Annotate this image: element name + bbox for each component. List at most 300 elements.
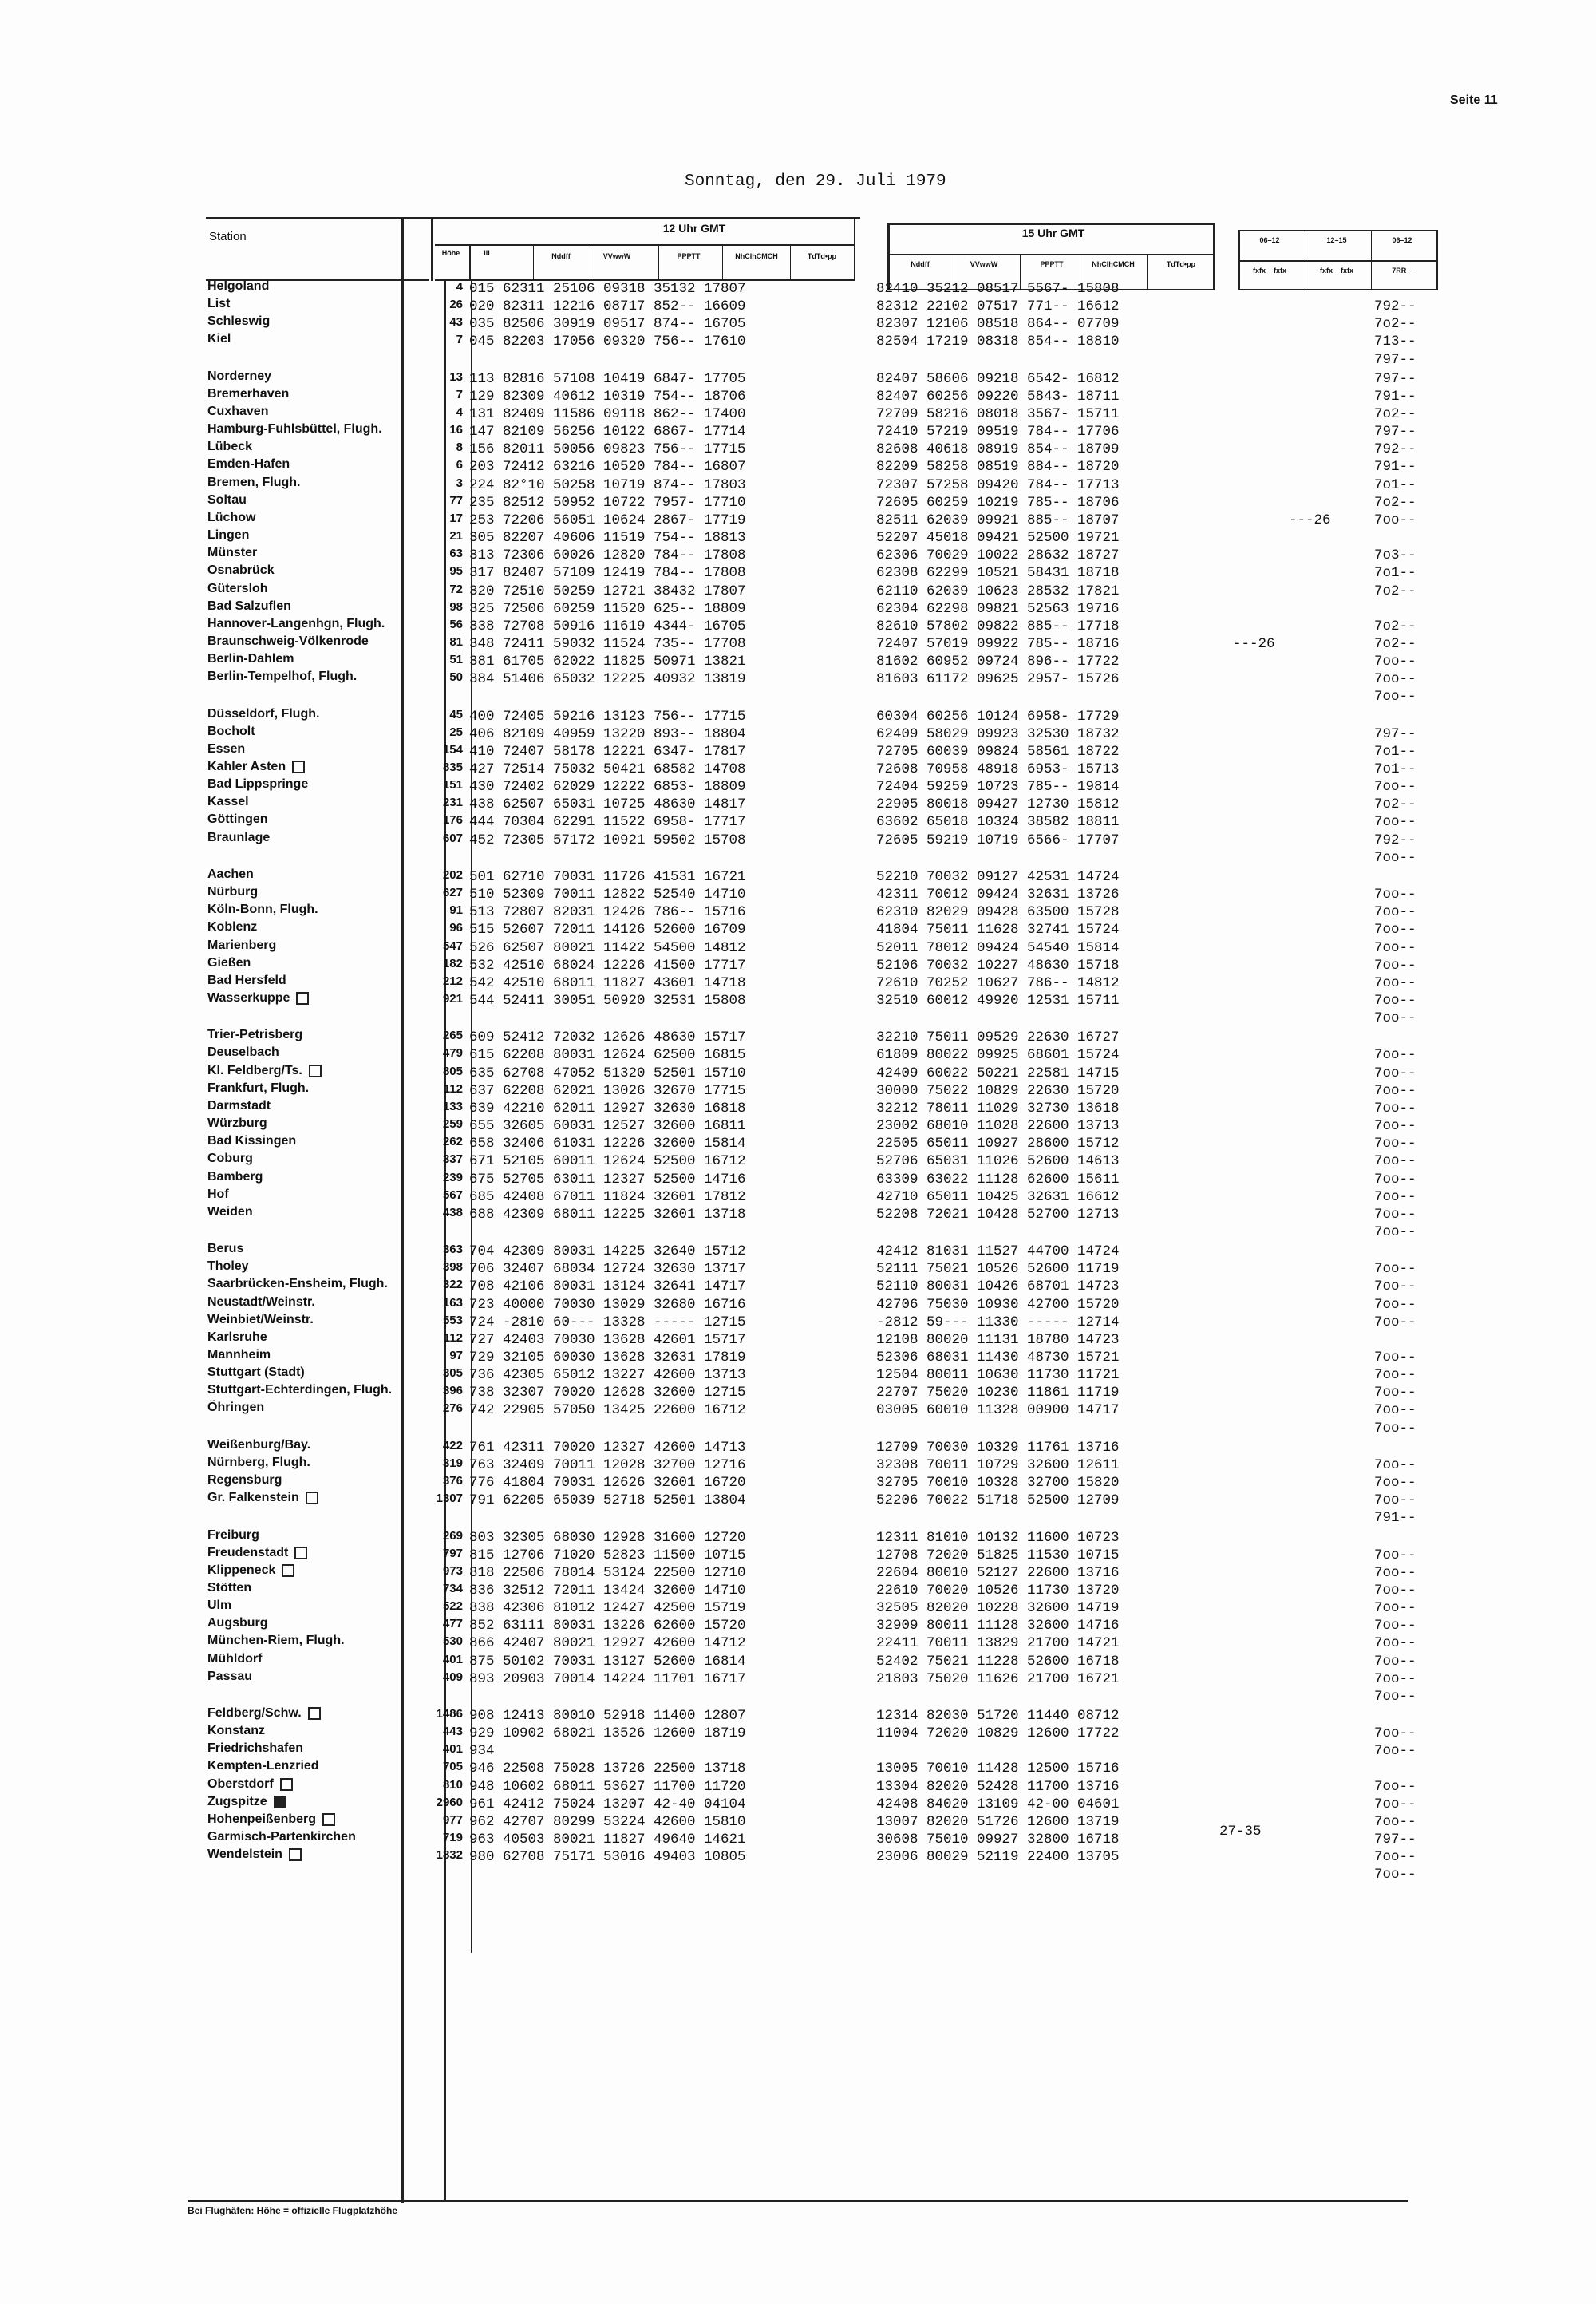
filled-square-icon: [274, 1796, 286, 1808]
station-hoehe: 97: [449, 1349, 463, 1362]
station-name: Berlin-Tempelhof, Flugh.: [207, 670, 358, 683]
station-hoehe: 43: [449, 315, 463, 329]
obs-precip: 7oo--: [1374, 958, 1416, 974]
station-hoehe: 477: [442, 1617, 463, 1630]
obs-12-uhr: 738 32307 70020 12628 32600 12715: [469, 1385, 746, 1401]
obs-15-uhr: 62110 62039 10623 28532 17821: [876, 583, 1120, 599]
header-12-col-2: VVwwW: [602, 252, 631, 260]
obs-15-uhr: 13005 70010 11428 12500 15716: [876, 1761, 1120, 1776]
obs-15-uhr: 03005 60010 11328 00900 14717: [876, 1402, 1120, 1418]
obs-15-uhr: 32308 70011 10729 32600 12611: [876, 1457, 1120, 1473]
obs-12-uhr: 866 42407 80021 12927 42600 14712: [469, 1635, 746, 1651]
obs-precip: 7oo--: [1374, 904, 1416, 920]
station-name: Friedrichshafen: [207, 1741, 304, 1755]
obs-precip: 792--: [1374, 832, 1416, 848]
obs-precip: 797--: [1374, 726, 1416, 742]
station-hoehe: 4: [456, 280, 463, 294]
obs-precip: 7oo--: [1374, 1743, 1416, 1759]
obs-precip: 7oo--: [1374, 1547, 1416, 1563]
station-name: Zugspitze: [207, 1795, 286, 1809]
station-name: Osnabrück: [207, 563, 275, 577]
obs-15-uhr: 72705 60039 09824 58561 18722: [876, 744, 1120, 760]
footnote: Bei Flughäfen: Höhe = offizielle Flugplatzhöhe: [188, 2205, 398, 2216]
station-name: Kassel: [207, 795, 249, 808]
obs-15-uhr: 63602 65018 10324 38582 18811: [876, 814, 1120, 830]
col-line-12-a: [533, 244, 534, 281]
obs-12-uhr: 815 12706 71020 52823 11500 10715: [469, 1547, 746, 1563]
empty-square-icon: [309, 1065, 322, 1077]
obs-12-uhr: 671 52105 60011 12624 52500 16712: [469, 1153, 746, 1169]
station-name: Koblenz: [207, 920, 258, 934]
obs-15-uhr: -2812 59--- 11330 ----- 12714: [876, 1314, 1120, 1330]
obs-15-uhr: 60304 60256 10124 6958- 17729: [876, 709, 1120, 725]
station-name: Kl. Feldberg/Ts.: [207, 1064, 322, 1078]
obs-precip: 797--: [1374, 371, 1416, 387]
obs-15-uhr: 72709 58216 08018 3567- 15711: [876, 406, 1120, 422]
station-hoehe: 265: [442, 1029, 463, 1042]
obs-12-uhr: 708 42106 80031 13124 32641 14717: [469, 1278, 746, 1294]
obs-precip: 7oo--: [1374, 850, 1416, 866]
empty-square-icon: [308, 1707, 321, 1720]
station-name: Cuxhaven: [207, 405, 269, 418]
obs-precip: 7oo--: [1374, 779, 1416, 795]
col-line-iii: [469, 244, 471, 281]
obs-12-uhr: 639 42210 62011 12927 32630 16818: [469, 1101, 746, 1116]
obs-precip: 713--: [1374, 334, 1416, 350]
station-hoehe: 398: [442, 1260, 463, 1274]
obs-precip: 7oo--: [1374, 993, 1416, 1009]
obs-12-uhr: 609 52412 72032 12626 48630 15717: [469, 1029, 746, 1045]
obs-precip: 7oo--: [1374, 922, 1416, 938]
station-hoehe: 8: [456, 441, 463, 454]
station-hoehe: 1307: [436, 1492, 463, 1505]
obs-12-uhr: 510 52309 70011 12822 52540 14710: [469, 887, 746, 903]
obs-15-uhr: 52110 80031 10426 68701 14723: [876, 1278, 1120, 1294]
obs-15-uhr: 72307 57258 09420 784-- 17713: [876, 477, 1120, 493]
col-line-hoehe: [431, 217, 433, 281]
station-hoehe: 50: [449, 670, 463, 684]
obs-12-uhr: 724 -2810 60--- 13328 ----- 12715: [469, 1314, 746, 1330]
obs-12-uhr: 325 72506 60259 11520 625-- 18809: [469, 601, 746, 617]
station-name: Hamburg-Fuhlsbüttel, Flugh.: [207, 422, 382, 436]
station-hoehe: 95: [449, 564, 463, 578]
obs-15-uhr: 72410 57219 09519 784-- 17706: [876, 424, 1120, 440]
station-hoehe: 396: [442, 1384, 463, 1397]
station-name: Konstanz: [207, 1724, 265, 1737]
station-hoehe: 1486: [436, 1707, 463, 1721]
obs-precip: 7oo--: [1374, 1814, 1416, 1830]
station-hoehe: 63: [449, 547, 463, 560]
obs-12-uhr: 685 42408 67011 11824 32601 17812: [469, 1189, 746, 1205]
obs-precip: 7oo--: [1374, 1065, 1416, 1081]
obs-12-uhr: 015 62311 25106 09318 35132 17807: [469, 281, 746, 297]
obs-12-uhr: 313 72306 60026 12820 784-- 17808: [469, 547, 746, 563]
obs-12-uhr: 980 62708 75171 53016 49403 10805: [469, 1849, 746, 1865]
obs-12-uhr: 776 41804 70031 12626 32601 16720: [469, 1475, 746, 1491]
station-name: Freudenstadt: [207, 1546, 307, 1560]
obs-15-uhr: 82511 62039 09921 885-- 18707: [876, 512, 1120, 528]
obs-15-uhr: 81603 61172 09625 2957- 15726: [876, 671, 1120, 687]
obs-12-uhr: 655 32605 60031 12527 32600 16811: [469, 1118, 746, 1134]
station-hoehe: 305: [442, 1366, 463, 1380]
obs-12-uhr: 224 82°10 50258 10719 874-- 17803: [469, 477, 746, 493]
obs-12-uhr: 338 72708 50916 11619 4344- 16705: [469, 618, 746, 634]
obs-precip: 792--: [1374, 441, 1416, 457]
station-name: Deuselbach: [207, 1045, 279, 1059]
obs-precip: 7o2--: [1374, 796, 1416, 812]
obs-precip: 7oo--: [1374, 1565, 1416, 1581]
date-line: Sonntag, den 29. Juli 1979: [685, 172, 946, 191]
station-hoehe: 231: [442, 796, 463, 809]
obs-12-uhr: 615 62208 80031 12624 62500 16815: [469, 1047, 746, 1063]
obs-15-uhr: 52210 70032 09127 42531 14724: [876, 869, 1120, 885]
empty-square-icon: [306, 1492, 318, 1504]
header-15-col-4: NhClhCMCH: [1092, 260, 1135, 268]
empty-square-icon: [282, 1564, 294, 1577]
obs-12-uhr: 727 42403 70030 13628 42601 15717: [469, 1332, 746, 1348]
station-hoehe: 21: [449, 529, 463, 543]
obs-15-uhr: 52207 45018 09421 52500 19721: [876, 530, 1120, 546]
obs-12-uhr: 129 82309 40612 10319 754-- 18706: [469, 389, 746, 405]
obs-precip: 7oo--: [1374, 1083, 1416, 1099]
station-name: Coburg: [207, 1152, 253, 1165]
obs-12-uhr: 929 10902 68021 13526 12600 18719: [469, 1725, 746, 1741]
obs-precip: 7oo--: [1374, 1224, 1416, 1240]
station-hoehe: 112: [443, 1082, 463, 1096]
obs-15-uhr: 23006 80029 52119 22400 13705: [876, 1849, 1120, 1865]
obs-precip: 7o2--: [1374, 316, 1416, 332]
station-hoehe: 6: [456, 458, 463, 472]
obs-precip: 7oo--: [1374, 1153, 1416, 1169]
obs-precip: 7oo--: [1374, 1849, 1416, 1865]
empty-square-icon: [289, 1848, 302, 1861]
obs-15-uhr: 63309 63022 11128 62600 15611: [876, 1172, 1120, 1188]
header-extra-1: 06–12: [1259, 236, 1280, 244]
station-name: Neustadt/Weinstr.: [207, 1295, 315, 1309]
obs-precip: 7oo--: [1374, 814, 1416, 830]
empty-square-icon: [280, 1778, 293, 1791]
obs-12-uhr: 637 62208 62021 13026 32670 17715: [469, 1083, 746, 1099]
obs-15-uhr: 72610 70252 10627 786-- 14812: [876, 975, 1120, 991]
station-hoehe: 51: [449, 653, 463, 666]
station-name: Augsburg: [207, 1616, 268, 1630]
station-hoehe: 45: [449, 708, 463, 721]
obs-precip: 7oo--: [1374, 1189, 1416, 1205]
obs-precip: 7oo--: [1374, 1136, 1416, 1152]
station-hoehe: 25: [449, 725, 463, 739]
obs-precip: 7o2--: [1374, 618, 1416, 634]
obs-precip: 7oo--: [1374, 1457, 1416, 1473]
station-hoehe: 98: [449, 600, 463, 614]
obs-15-uhr: 82209 58258 08519 884-- 18720: [876, 459, 1120, 475]
station-name: Weißenburg/Bay.: [207, 1438, 311, 1452]
obs-15-uhr: 42409 60022 50221 22581 14715: [876, 1065, 1120, 1081]
station-hoehe: 438: [442, 1206, 463, 1219]
header-extra-sub-3: 7RR –: [1392, 267, 1412, 275]
obs-15-uhr: 12108 80020 11131 18780 14723: [876, 1332, 1120, 1348]
header-extra-sub-2: fxfx – fxfx: [1319, 267, 1354, 275]
station-name: Norderney: [207, 370, 272, 383]
rule-top: [206, 217, 860, 219]
station-hoehe: 607: [442, 832, 463, 845]
obs-15-uhr: 32210 75011 09529 22630 16727: [876, 1029, 1120, 1045]
obs-15-uhr: 62306 70029 10022 28632 18727: [876, 547, 1120, 563]
obs-15-uhr: 22707 75020 10230 11861 11719: [876, 1385, 1120, 1401]
obs-12-uhr: 020 82311 12216 08717 852-- 16609: [469, 298, 746, 314]
obs-12-uhr: 532 42510 68024 12226 41500 17717: [469, 958, 746, 974]
station-hoehe: 401: [442, 1653, 463, 1666]
station-hoehe: 547: [442, 939, 463, 953]
header-12-col-5: TdTd•pp: [807, 252, 837, 260]
obs-15-uhr: 72608 70958 48918 6953- 15713: [876, 761, 1120, 777]
obs-precip: 7o1--: [1374, 477, 1416, 493]
obs-12-uhr: 962 42707 80299 53224 42600 15810: [469, 1814, 746, 1830]
obs-precip: 7oo--: [1374, 1779, 1416, 1795]
obs-precip: 7oo--: [1374, 1583, 1416, 1599]
obs-precip: 791--: [1374, 1510, 1416, 1526]
obs-12-uhr: 946 22508 75028 13726 22500 13718: [469, 1761, 746, 1776]
station-hoehe: 91: [449, 903, 463, 917]
station-name: Mannheim: [207, 1348, 271, 1361]
obs-15-uhr: 12311 81010 10132 11600 10723: [876, 1530, 1120, 1546]
col-line-station: [401, 217, 404, 2203]
obs-15-uhr: 12314 82030 51720 11440 08712: [876, 1708, 1120, 1724]
obs-precip: 7oo--: [1374, 1796, 1416, 1812]
station-name: Berus: [207, 1242, 244, 1255]
header-12-col-3: PPPTT: [677, 252, 701, 260]
obs-15-uhr: 62409 58029 09923 32530 18732: [876, 726, 1120, 742]
obs-precip: 7oo--: [1374, 1047, 1416, 1063]
empty-square-icon: [294, 1547, 307, 1559]
obs-precip: 7oo--: [1374, 1118, 1416, 1134]
obs-precip: 7o1--: [1374, 565, 1416, 581]
station-hoehe: 151: [442, 778, 463, 792]
obs-precip: 7o1--: [1374, 761, 1416, 777]
obs-15-uhr: 72404 59259 10723 785-- 19814: [876, 779, 1120, 795]
station-hoehe: 176: [442, 813, 463, 827]
obs-precip: 7oo--: [1374, 1725, 1416, 1741]
obs-15-uhr: 82504 17219 08318 854-- 18810: [876, 334, 1120, 350]
station-name: Kempten-Lenzried: [207, 1759, 319, 1772]
obs-12-uhr: 348 72411 59032 11524 735-- 17708: [469, 636, 746, 652]
obs-12-uhr: 147 82109 56256 10122 6867- 17714: [469, 424, 746, 440]
header-15-col-1: Nddff: [911, 260, 930, 268]
station-name: Weiden: [207, 1205, 253, 1219]
station-hoehe: 810: [442, 1778, 463, 1792]
station-hoehe: 553: [442, 1314, 463, 1327]
obs-15-uhr: 72605 60259 10219 785-- 18706: [876, 495, 1120, 511]
empty-square-icon: [292, 761, 305, 773]
rule-15-mid: [887, 254, 1215, 255]
station-name: Öhringen: [207, 1401, 265, 1414]
obs-precip: 7oo--: [1374, 1600, 1416, 1616]
header-15-col-2: VVwwW: [970, 260, 998, 268]
obs-precip: 7o3--: [1374, 547, 1416, 563]
obs-15-uhr: 12708 72020 51825 11530 10715: [876, 1547, 1120, 1563]
station-name: Bad Salzuflen: [207, 599, 291, 613]
station-hoehe: 2960: [436, 1796, 463, 1809]
obs-15-uhr: 72407 57019 09922 785-- 18716: [876, 636, 1120, 652]
obs-12-uhr: 961 42412 75024 13207 42-40 04104: [469, 1796, 746, 1812]
col-line-15-end: [1213, 223, 1215, 290]
obs-gust-12-15: ---26: [1289, 512, 1331, 528]
rule-extra-bottom: [1238, 289, 1438, 290]
rule-15-top: [887, 223, 1215, 225]
obs-precip: 791--: [1374, 389, 1416, 405]
station-hoehe: 77: [449, 494, 463, 508]
header-12-uhr: 12 Uhr GMT: [662, 222, 726, 235]
rule-footer: [188, 2200, 1408, 2202]
station-hoehe: 112: [443, 1331, 463, 1345]
obs-15-uhr: 42408 84020 13109 42-00 04601: [876, 1796, 1120, 1812]
obs-15-uhr: 42311 70012 09424 32631 13726: [876, 887, 1120, 903]
station-name: Trier-Petrisberg: [207, 1028, 303, 1041]
obs-12-uhr: 658 32406 61031 12226 32600 15814: [469, 1136, 746, 1152]
obs-15-uhr: 22610 70020 10526 11730 13720: [876, 1583, 1120, 1599]
station-hoehe: 401: [442, 1742, 463, 1756]
station-name: Garmisch-Partenkirchen: [207, 1830, 356, 1844]
header-extra-3: 06–12: [1392, 236, 1412, 244]
station-name: Gießen: [207, 956, 251, 970]
obs-12-uhr: 675 52705 63011 12327 52500 14716: [469, 1172, 746, 1188]
station-name: Köln-Bonn, Flugh.: [207, 903, 318, 916]
obs-15-uhr: 82610 57802 09822 885-- 17718: [876, 618, 1120, 634]
station-name: Göttingen: [207, 812, 268, 826]
station-name: Lübeck: [207, 440, 253, 453]
obs-15-uhr: 32505 82020 10228 32600 14719: [876, 1600, 1120, 1616]
obs-15-uhr: 30000 75022 10829 22630 15720: [876, 1083, 1120, 1099]
station-hoehe: 259: [442, 1117, 463, 1131]
station-name: Feldberg/Schw.: [207, 1706, 321, 1721]
obs-15-uhr: 21803 75020 11626 21700 16721: [876, 1671, 1120, 1687]
obs-15-uhr: 52106 70032 10227 48630 15718: [876, 958, 1120, 974]
obs-12-uhr: 934: [469, 1743, 495, 1759]
obs-precip: 7oo--: [1374, 1207, 1416, 1223]
obs-12-uhr: 501 62710 70031 11726 41531 16721: [469, 869, 746, 885]
obs-12-uhr: 948 10602 68011 53627 11700 11720: [469, 1779, 746, 1795]
station-name: Mühldorf: [207, 1652, 263, 1666]
obs-15-uhr: 52706 65031 11026 52600 14613: [876, 1153, 1120, 1169]
obs-precip: 7oo--: [1374, 940, 1416, 956]
obs-12-uhr: 542 42510 68011 11827 43601 14718: [469, 975, 746, 991]
obs-12-uhr: 381 61705 62022 11825 50971 13821: [469, 654, 746, 670]
station-hoehe: 154: [442, 743, 463, 757]
station-name: Bocholt: [207, 725, 255, 738]
obs-15-uhr: 22411 70011 13829 21700 14721: [876, 1635, 1120, 1651]
station-name: Tholey: [207, 1259, 249, 1273]
obs-12-uhr: 400 72405 59216 13123 756-- 17715: [469, 709, 746, 725]
station-hoehe: 163: [442, 1296, 463, 1310]
obs-12-uhr: 852 63111 80031 13226 62600 15720: [469, 1618, 746, 1634]
obs-precip: 7oo--: [1374, 1010, 1416, 1026]
station-name: Regensburg: [207, 1473, 282, 1487]
station-hoehe: 7: [456, 333, 463, 346]
obs-15-uhr: 62304 62298 09821 52563 19716: [876, 601, 1120, 617]
station-name: Wasserkuppe: [207, 991, 309, 1006]
station-hoehe: 17: [449, 512, 463, 525]
obs-12-uhr: 035 82506 30919 09517 874-- 16705: [469, 316, 746, 332]
obs-12-uhr: 704 42309 80031 14225 32640 15712: [469, 1243, 746, 1259]
station-hoehe: 734: [442, 1582, 463, 1595]
obs-12-uhr: 908 12413 80010 52918 11400 12807: [469, 1708, 746, 1724]
obs-precip: 7oo--: [1374, 1261, 1416, 1277]
col-line-15-d: [1147, 254, 1148, 290]
station-name: Helgoland: [207, 279, 270, 293]
col-line-extra-c: [1371, 230, 1372, 290]
obs-15-uhr: 61809 80022 09925 68601 15724: [876, 1047, 1120, 1063]
obs-12-uhr: 113 82816 57108 10419 6847- 17705: [469, 371, 746, 387]
rule-extra-mid: [1238, 260, 1438, 262]
obs-12-uhr: 253 72206 56051 10624 2867- 17719: [469, 512, 746, 528]
obs-15-uhr: 52208 72021 10428 52700 12713: [876, 1207, 1120, 1223]
obs-12-uhr: 526 62507 80021 11422 54500 14812: [469, 940, 746, 956]
station-name: Würzburg: [207, 1116, 267, 1130]
header-station: Station: [209, 230, 247, 243]
page-number: Seite 11: [1450, 93, 1498, 107]
obs-15-uhr: 32705 70010 10328 32700 15820: [876, 1475, 1120, 1491]
obs-precip: 7oo--: [1374, 1618, 1416, 1634]
obs-15-uhr: 82407 58606 09218 6542- 16812: [876, 371, 1120, 387]
obs-12-uhr: 763 32409 70011 12028 32700 12716: [469, 1457, 746, 1473]
obs-precip: 7oo--: [1374, 1867, 1416, 1883]
station-hoehe: 322: [442, 1278, 463, 1291]
obs-15-uhr: 52011 78012 09424 54540 15814: [876, 940, 1120, 956]
station-name: Gr. Falkenstein: [207, 1491, 318, 1505]
obs-precip: 7oo--: [1374, 975, 1416, 991]
station-name: Frankfurt, Flugh.: [207, 1081, 310, 1095]
station-name: Ulm: [207, 1599, 232, 1612]
station-name: Nürnberg, Flugh.: [207, 1456, 310, 1469]
station-hoehe: 72: [449, 583, 463, 596]
obs-precip: 7oo--: [1374, 1421, 1416, 1437]
station-hoehe: 337: [442, 1152, 463, 1166]
station-hoehe: 805: [442, 1065, 463, 1078]
obs-precip: 7oo--: [1374, 1367, 1416, 1383]
station-name: Bad Lippspringe: [207, 777, 309, 791]
obs-precip: 797--: [1374, 1832, 1416, 1848]
station-hoehe: 56: [449, 618, 463, 631]
obs-12-uhr: 729 32105 60030 13628 32631 17819: [469, 1350, 746, 1365]
station-name: Bad Kissingen: [207, 1134, 297, 1148]
station-name: Düsseldorf, Flugh.: [207, 707, 320, 721]
obs-precip: 7o1--: [1374, 744, 1416, 760]
obs-12-uhr: 156 82011 50056 09823 756-- 17715: [469, 441, 746, 457]
obs-15-uhr: 82407 60256 09220 5843- 18711: [876, 389, 1120, 405]
obs-precip: 7oo--: [1374, 1635, 1416, 1651]
obs-12-uhr: 875 50102 70031 13127 52600 16814: [469, 1654, 746, 1670]
station-hoehe: 239: [442, 1171, 463, 1184]
header-12-col-4: NhClhCMCH: [735, 252, 778, 260]
obs-12-uhr: 235 82512 50952 10722 7957- 17710: [469, 495, 746, 511]
station-hoehe: 3: [456, 476, 463, 490]
obs-15-uhr: 32212 78011 11029 32730 13618: [876, 1101, 1120, 1116]
header-extra-sub-1: fxfx – fxfx: [1252, 267, 1287, 275]
obs-15-uhr: 82312 22102 07517 771-- 16612: [876, 298, 1120, 314]
obs-precip: 7oo--: [1374, 512, 1416, 528]
station-name: Freiburg: [207, 1528, 259, 1542]
obs-12-uhr: 838 42306 81012 12427 42500 15719: [469, 1600, 746, 1616]
obs-15-uhr: 82608 40618 08919 854-- 18709: [876, 441, 1120, 457]
obs-15-uhr: 32909 80011 11128 32600 14716: [876, 1618, 1120, 1634]
station-hoehe: 443: [442, 1725, 463, 1738]
obs-precip: 7oo--: [1374, 1402, 1416, 1418]
station-hoehe: 422: [442, 1439, 463, 1452]
obs-12-uhr: 203 72412 63216 10520 784-- 16807: [469, 459, 746, 475]
obs-12-uhr: 444 70304 62291 11522 6958- 17717: [469, 814, 746, 830]
station-hoehe: 567: [442, 1188, 463, 1202]
station-name: Hof: [207, 1188, 229, 1201]
station-hoehe: 363: [442, 1243, 463, 1256]
